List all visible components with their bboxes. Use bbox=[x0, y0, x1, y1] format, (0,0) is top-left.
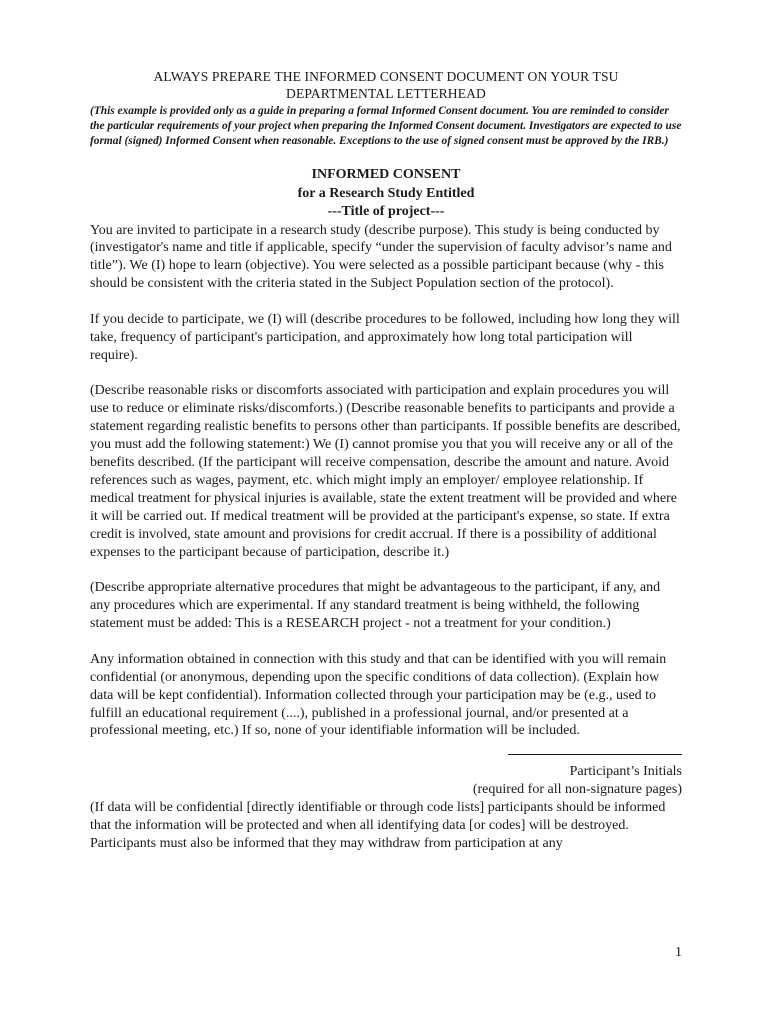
initials-label: Participant’s Initials bbox=[569, 764, 682, 780]
paragraph-risks-benefits: (Describe reasonable risks or discomforts associated with participation and explain procedures you will use to reduce or eliminate risks/discomforts.) (Describe reasonable benefits to participants and provide a statement regarding realistic benefits to persons other than participants. If possible benefits are described, you must add the following statement:) We (I) cannot promise you that you will receive any or all of the benefits described. (If the participant will receive compensation, describe the amount and nature. Avoid references such as wages, payment, etc. which might imply an employer/ employee relationship. If medical treatment for physical injuries is available, state the extent treatment will be provided and where it will be carried out. If medical treatment will be provided at the participant's expense, so state. If extra credit is involved, state amount and provisions for credit accrual. If there is a possibility of additional expenses to the participant because of participation, describe it.) bbox=[90, 383, 681, 560]
paragraph-purpose: You are invited to participate in a research study (describe purpose). This study is being conducted by (investigator's name and title if applicable, specify “under the supervision of faculty advisor’s name and title”). We (I) hope to learn (objective). You were selected as a possible participant because (why - this should be consistent with the criteria stated in the Subject Population section of the protocol). bbox=[90, 222, 672, 292]
consent-title: INFORMED CONSENT bbox=[311, 167, 461, 183]
paragraph-procedures: If you decide to participate, we (I) will (describe procedures to be followed, including how long they will take, frequency of participant's participation, and approximately how long total participation will require). bbox=[90, 311, 680, 363]
paragraph-confidentiality: Any information obtained in connection with this study and that can be identified with you will remain confidential (or anonymous, depending upon the specific conditions of data collection). (Explain how data will be kept confidential). Information collected through your participation may be (e.g., used to fulfill an educational requirement (....), published in a professional journal, and/or presented at a professional meeting, etc.) If so, none of your identifiable information will be included. bbox=[90, 651, 667, 739]
initials-signature-line[interactable] bbox=[508, 740, 682, 755]
project-title-placeholder: ---Title of project--- bbox=[327, 204, 445, 220]
participant-initials-block bbox=[90, 740, 682, 799]
document-page bbox=[90, 68, 682, 853]
page-number: 1 bbox=[675, 945, 682, 960]
letterhead-instruction-line-1: ALWAYS PREPARE THE INFORMED CONSENT DOCUMENT ON YOUR TSU bbox=[153, 69, 619, 84]
consent-title-block bbox=[90, 166, 682, 221]
paragraph-alternatives: (Describe appropriate alternative procedures that might be advantageous to the participant, if any, and any procedures which are experimental. If any standard treatment is being withheld, the following statement must be added: This is a RESEARCH project - not a treatment for your condition.) bbox=[90, 580, 661, 632]
consent-subtitle: for a Research Study Entitled bbox=[297, 185, 475, 201]
letterhead-instruction-line-2: DEPARTMENTAL LETTERHEAD bbox=[286, 86, 486, 101]
initials-requirement-note: (required for all non-signature pages) bbox=[472, 782, 682, 798]
paragraph-data-protection: (If data will be confidential [directly identifiable or through code lists] participants should be informed that the information will be protected and when all identifying data [or codes] will be destroyed. Participants must also be informed that they may withdraw from participation at any bbox=[90, 800, 666, 851]
guidance-note: (This example is provided only as a guide in preparing a formal Informed Consent document. You are reminded to consider the particular requirements of your project when preparing the Informed Consent document. Investigators are expected to use formal (signed) Informed Consent when reasonable. Exceptions to the use of signed consent must be approved by the IRB.) bbox=[90, 105, 682, 148]
